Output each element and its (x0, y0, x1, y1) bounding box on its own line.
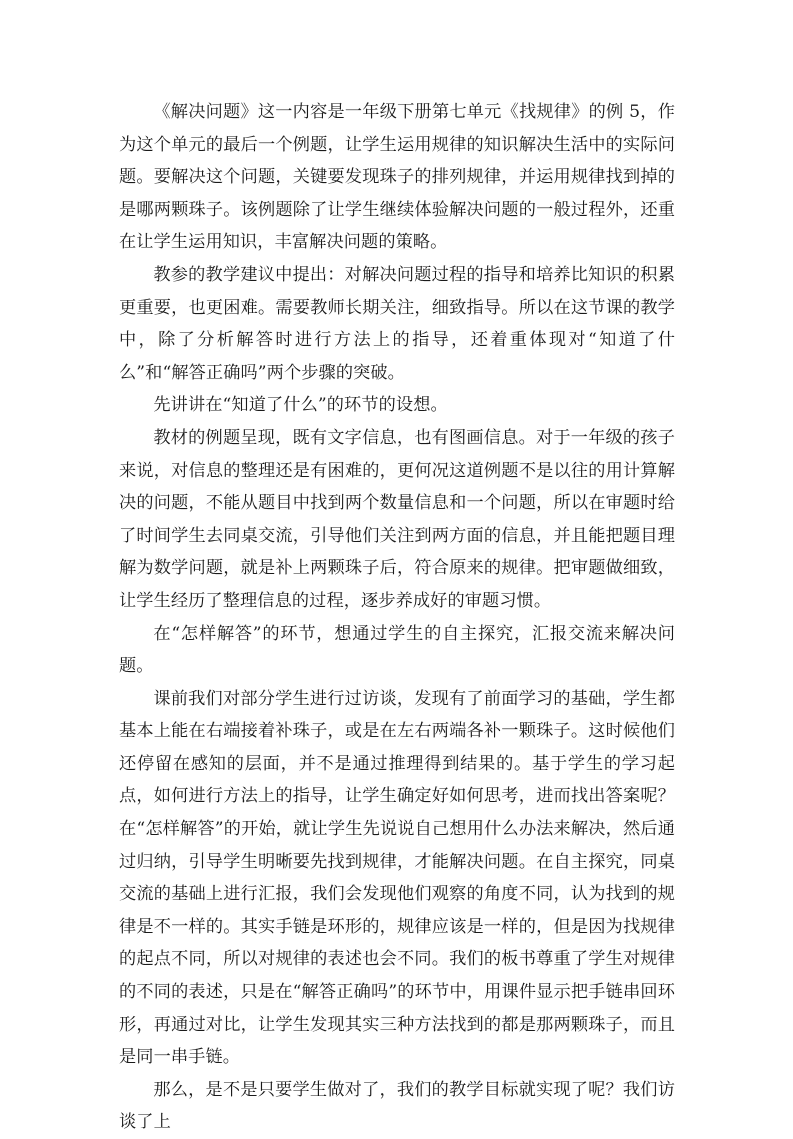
paragraph-intro: 《解决问题》这一内容是一年级下册第七单元《找规律》的例 5，作为这个单元的最后一个例题，让学生运用规律的知识解决生活中的实际问题。要解决这个问题，关键要发现珠子的排列规律，并运用规律找到掉的是哪两颗珠子。该例题除了让学生继续体验解决问题的一般过程外，还重在让学生运用知识，丰富解决问题的策略。 (119, 102, 675, 253)
paragraph-information-reading: 教材的例题呈现，既有文字信息，也有图画信息。对于一年级的孩子来说，对信息的整理还是有困难的，更何况这道例题不是以往的用计算解决的问题，不能从题目中找到两个数量信息和一个问题，所以在审题时给了时间学生去同桌交流，引导他们关注到两方面的信息，并且能把题目理解为数学问题，就是补上两颗珠子后，符合原来的规律。把审题做细致，让学生经历了整理信息的过程，逐步养成好的审题习惯。 (119, 427, 675, 611)
paragraph-closing-question: 那么，是不是只要学生做对了，我们的教学目标就实现了呢？我们访谈了上 (119, 1079, 675, 1133)
paragraph-teaching-advice: 教参的教学建议中提出：对解决问题过程的指导和培养比知识的积累更重要，也更困难。需要教师长期关注，细致指导。所以在这节课的教学中，除了分析解答时进行方法上的指导，还着重体现对“知道了什么”和“解答正确吗”两个步骤的突破。 (119, 264, 675, 383)
paragraph-section-lead: 先讲讲在“知道了什么”的环节的设想。 (153, 395, 448, 416)
paragraph-how-to-solve: 在“怎样解答”的环节，想通过学生的自主探究，汇报交流来解决问题。 (119, 623, 675, 677)
paragraph-student-interviews: 课前我们对部分学生进行过访谈，发现有了前面学习的基础，学生都基本上能在右端接着补珠子，或是在左右两端各补一颗珠子。这时候他们还停留在感知的层面，并不是通过推理得到结果的。基于学生的学习起点，如何进行方法上的指导，让学生确定好如何思考，进而找出答案呢？在“怎样解答”的开始，就让学生先说说自己想用什么办法来解决，然后通过归纳，引导学生明晰要先找到规律，才能解决问题。在自主探究，同桌交流的基础上进行汇报，我们会发现他们观察的角度不同，认为找到的规律是不一样的。其实手链是环形的，规律应该是一样的，但是因为找规律的起点不同，所以对规律的表述也会不同。我们的板书尊重了学生对规律的不同的表述，只是在“解答正确吗”的环节中，用课件显示把手链串回环形，再通过对比，让学生发现其实三种方法找到的都是那两颗珠子，而且是同一串手链。 (119, 688, 675, 1068)
document-body (119, 96, 675, 1139)
